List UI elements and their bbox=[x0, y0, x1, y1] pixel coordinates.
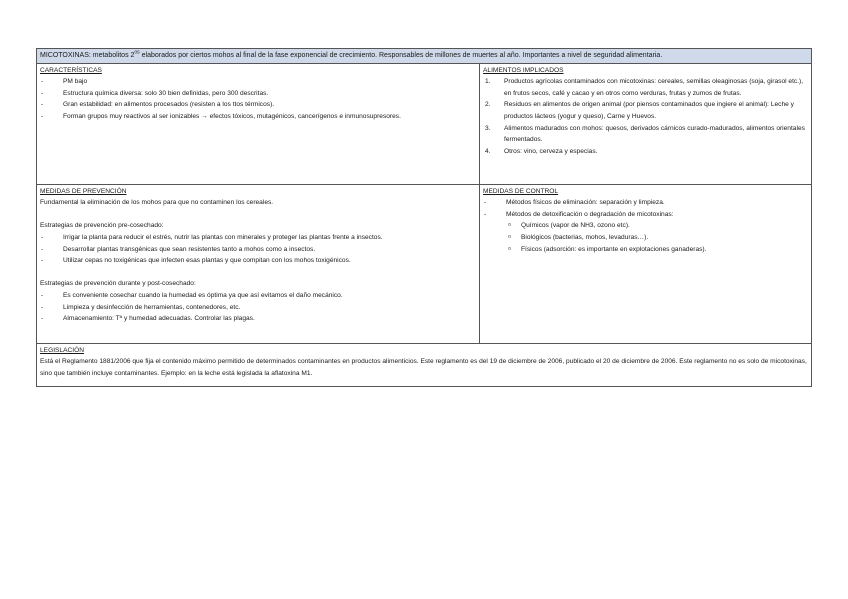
pre-cosechado-title: Estrategias de prevención pre-cosechado: bbox=[40, 222, 164, 230]
list-item bbox=[483, 76, 808, 99]
item-text: Residuos en alimentos de origen animal (por piensos contaminados que ingiere el animal): Leche y productos lácteos (yogur y queso), Carne y Huevos. bbox=[504, 101, 794, 120]
control-list bbox=[483, 197, 808, 220]
list-item bbox=[483, 99, 808, 122]
caracteristicas-cell bbox=[37, 63, 480, 184]
prevencion-intro: Fundamental la eliminación de los mohos para que no contaminen los cereales. bbox=[40, 199, 274, 207]
list-item: - Gran estabilidad: en alimentos procesados (resisten a los ttos térmicos). bbox=[40, 99, 476, 111]
item-text: Métodos de detoxificación o degradación de micotoxinas: bbox=[506, 210, 674, 218]
list-item bbox=[483, 209, 808, 221]
control-cell bbox=[480, 184, 812, 343]
item-number: 2. bbox=[485, 101, 491, 109]
legislacion-heading: LEGISLACIÓN bbox=[40, 346, 84, 354]
list-item: - Irrigar la planta para reducir el estrés, nutrir las plantas con minerales y proteger las plantas frente a insectos. bbox=[40, 232, 476, 244]
legislacion-cell bbox=[37, 343, 812, 386]
list-item: - Desarrollar plantas transgénicas que sean resistentes tanto a mohos como a insectos. bbox=[40, 244, 476, 256]
caracteristicas-list bbox=[40, 76, 476, 122]
sub-list-item: o Físicos (adsorción: es importante en explotaciones ganaderas). bbox=[483, 244, 808, 256]
alimentos-cell bbox=[480, 63, 812, 184]
alimentos-heading: ALIMENTOS IMPLICADOS bbox=[483, 66, 564, 74]
sub-list-item: o Químicos (vapor de NH3, ozono etc). bbox=[483, 220, 808, 232]
title-row bbox=[37, 49, 812, 64]
item-text: Alimentos madurados con mohos: quesos, derivados cárnicos curado-madurados, alimentos orientales fermentados. bbox=[504, 124, 805, 144]
list-item: - Métodos físicos de eliminación: separación y limpieza. bbox=[483, 197, 808, 209]
list-item: - Utilizar cepas no toxigénicas que infecten esas plantas y que compitan con los mohos toxigénicos. bbox=[40, 255, 476, 267]
caracteristicas-heading: CARACTERÍSTICAS bbox=[40, 66, 102, 74]
list-item: - Forman grupos muy reactivos al ser ionizables → efectos tóxicos, mutagénicos, cancerígenos e inmunosupresores. bbox=[40, 111, 476, 123]
title-text-start: MICOTOXINAS: metabolitos 2 bbox=[40, 52, 135, 59]
item-text: Productos agrícolas contaminados con micotoxinas: cereales, semillas oleaginosas (soja, girasol etc.), en frutos secos, café y cacao y en otros como verduras, frutas y zumos de frutas. bbox=[504, 78, 804, 97]
list-item bbox=[483, 146, 808, 158]
item-number: 4. bbox=[485, 147, 491, 155]
title-text-end: elaborados por ciertos mohos al final de la fase exponencial de crecimiento. Responsables de millones de muertes al año. Importantes a nivel de seguridad alimentaria. bbox=[139, 52, 663, 59]
post-cosechado-title: Estrategias de prevención durante y post-cosechado: bbox=[40, 280, 196, 288]
prevencion-cell bbox=[37, 184, 480, 343]
prevencion-heading: MEDIDAS DE PREVENCIÓN bbox=[40, 187, 127, 195]
detoxificacion-sublist bbox=[483, 220, 808, 255]
list-item bbox=[483, 123, 808, 146]
item-number: 1. bbox=[485, 78, 491, 86]
item-text: Otros: vino, cerveza y especias. bbox=[504, 147, 598, 155]
legislacion-text: Está el Reglamento 1881/2006 que fija el contenido máximo permitido de determinados contaminantes en productos alimenticios. Este reglamento es del 19 de diciembre de 2006, publicado el 20 de diciembre de 2006. Este reglamento no es solo de micotoxinas, sino que también incluye contaminantes. Ejemplo: en la leche está legislada la aflatoxina M1. bbox=[40, 358, 807, 377]
list-item: - Almacenamiento: Tª y humedad adecuadas. Controlar las plagas. bbox=[40, 313, 476, 325]
list-item: - Estructura química diversa: solo 30 bien definidas, pero 300 descritas. bbox=[40, 88, 476, 100]
alimentos-list bbox=[483, 76, 808, 157]
sub-list-item: o Biológicos (bacterias, mohos, levaduras…). bbox=[483, 232, 808, 244]
micotoxinas-table bbox=[36, 48, 812, 387]
list-item: - Limpieza y desinfección de herramientas, contenedores, etc. bbox=[40, 302, 476, 314]
post-cosechado-list bbox=[40, 290, 476, 325]
document-page bbox=[36, 48, 811, 387]
list-item: - Es conveniente cosechar cuando la humedad es óptima ya que así evitamos el daño mecánico. bbox=[40, 290, 476, 302]
control-heading: MEDIDAS DE CONTROL bbox=[483, 187, 559, 195]
title-superscript: os bbox=[134, 49, 140, 56]
pre-cosechado-list bbox=[40, 232, 476, 267]
item-number: 3. bbox=[485, 124, 491, 132]
list-item: - PM bajo bbox=[40, 76, 476, 88]
